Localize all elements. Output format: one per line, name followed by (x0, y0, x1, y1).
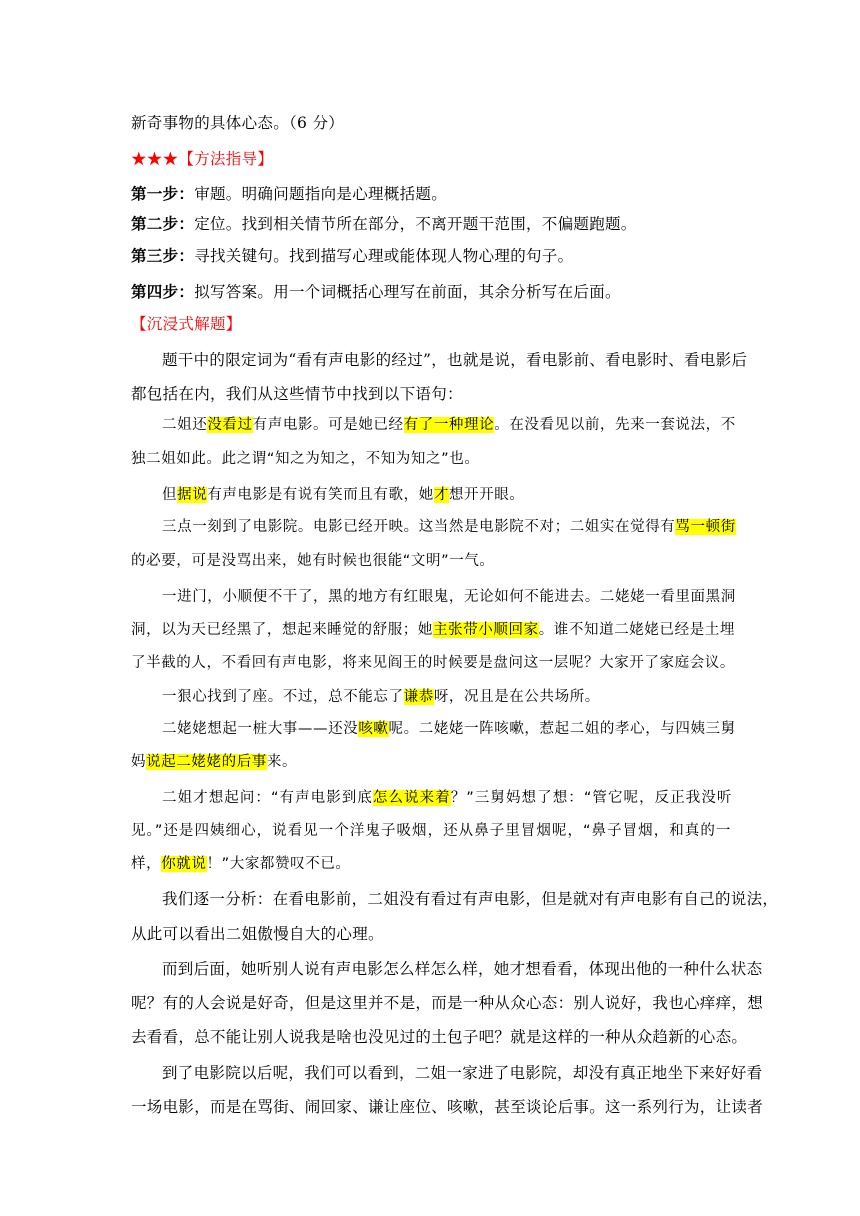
quote-6-line-1: 二姥姥想起一桩大事——还没咳嗽呢。二姥姥一阵咳嗽，惹起二姐的孝心，与四姨三舅 (162, 721, 736, 737)
analysis-1-line-2: 从此可以看出二姐傲慢自大的心理。 (131, 925, 384, 943)
quote-3-line-2: 的必要，可是没骂出来，她有时候也很能“文明”一气。 (131, 553, 495, 569)
method-heading: ★★★【方法指导】 (131, 150, 274, 168)
quote-3-line-1: 三点一刻到了电影院。电影已经开映。这当然是电影院不对；二姐实在觉得有骂一顿街 (162, 519, 736, 535)
intro-para-line-2: 都包括在内，我们从这些情节中找到以下语句： (131, 385, 463, 403)
step-3: 第三步：寻找关键句。找到描写心理或能体现人物心理的句子。 (131, 246, 574, 265)
quote-4-line-1: 一进门，小顺便不干了，黑的地方有红眼鬼，无论如何不能进去。二姥姥一看里面黑洞 (162, 589, 736, 605)
intro-tail: 新奇事物的具体心态。（6 分） (131, 114, 345, 132)
analysis-3-line-2: 一场电影，而是在骂街、闹回家、谦让座位、咳嗽，甚至谈论后事。这一系列行为，让读者 (131, 1098, 764, 1116)
analysis-1-line-1: 我们逐一分析：在看电影前，二姐没有看过有声电影，但是就对有声电影有自己的说法， (162, 890, 779, 908)
quote-6-line-2: 妈说起二姥姥的后事来。 (131, 754, 298, 770)
quote-1-line-2: 独二姐如此。此之谓“知之为知之，不知为知之”也。 (131, 451, 480, 467)
analysis-2-line-1: 而到后面，她听别人说有声电影怎么样怎么样，她才想看看，体现出他的一种什么状态 (162, 960, 763, 978)
step-4: 第四步：拟写答案。用一个词概括心理写在前面，其余分析写在后面。 (131, 282, 621, 301)
quote-4-line-3: 了半截的人，不看回有声电影，将来见阎王的时候要是盘问这一层呢？大家开了家庭会议。 (131, 655, 735, 671)
star-rating-icon: ★★★ (131, 150, 179, 168)
step-2: 第二步：定位。找到相关情节所在部分，不离开题干范围，不偏题跑题。 (131, 214, 637, 233)
quote-5: 一狠心找到了座。不过，总不能忘了谦恭呀，况且是在公共场所。 (162, 689, 600, 705)
quote-7-line-1: 二姐才想起问：“有声电影到底怎么说来着？”三舅妈想了想：“管它呢，反正我没听 (162, 790, 732, 806)
immersive-heading: 【沉浸式解题】 (131, 315, 242, 333)
quote-7-line-3: 样，你就说！”大家都赞叹不已。 (131, 856, 351, 872)
quote-4-line-2: 洞，以为天已经黑了，想起来睡觉的舒服；她主张带小顺回家。谁不知道二姥姥已经是土埋 (131, 622, 736, 638)
analysis-3-line-1: 到了电影院以后呢，我们可以看到，二姐一家进了电影院，却没有真正地坐下来好好看 (162, 1064, 763, 1082)
intro-para-line-1: 题干中的限定词为“看有声电影的经过”，也就是说，看电影前、看电影时、看电影后 (162, 351, 748, 369)
analysis-2-line-3: 去看看，总不能让别人说我是啥也没见过的土包子吧？就是这样的一种从众趋新的心态。 (131, 1028, 748, 1046)
quote-7-line-2: 见。”还是四姨细心，说看见一个洋鬼子吸烟，还从鼻子里冒烟呢，“鼻子冒烟，和真的一 (131, 823, 731, 839)
quote-2: 但据说有声电影是有说有笑而且有歌，她才想开开眼。 (162, 487, 525, 503)
analysis-2-line-2: 呢？有的人会说是好奇，但是这里并不是，而是一种从众心态：别人说好，我也心痒痒，想 (131, 994, 764, 1012)
step-1: 第一步：审题。明确问题指向是心理概括题。 (131, 184, 448, 203)
quote-1-line-1: 二姐还没看过有声电影。可是她已经有了一种理论。在没看见以前，先来一套说法，不 (162, 417, 736, 433)
